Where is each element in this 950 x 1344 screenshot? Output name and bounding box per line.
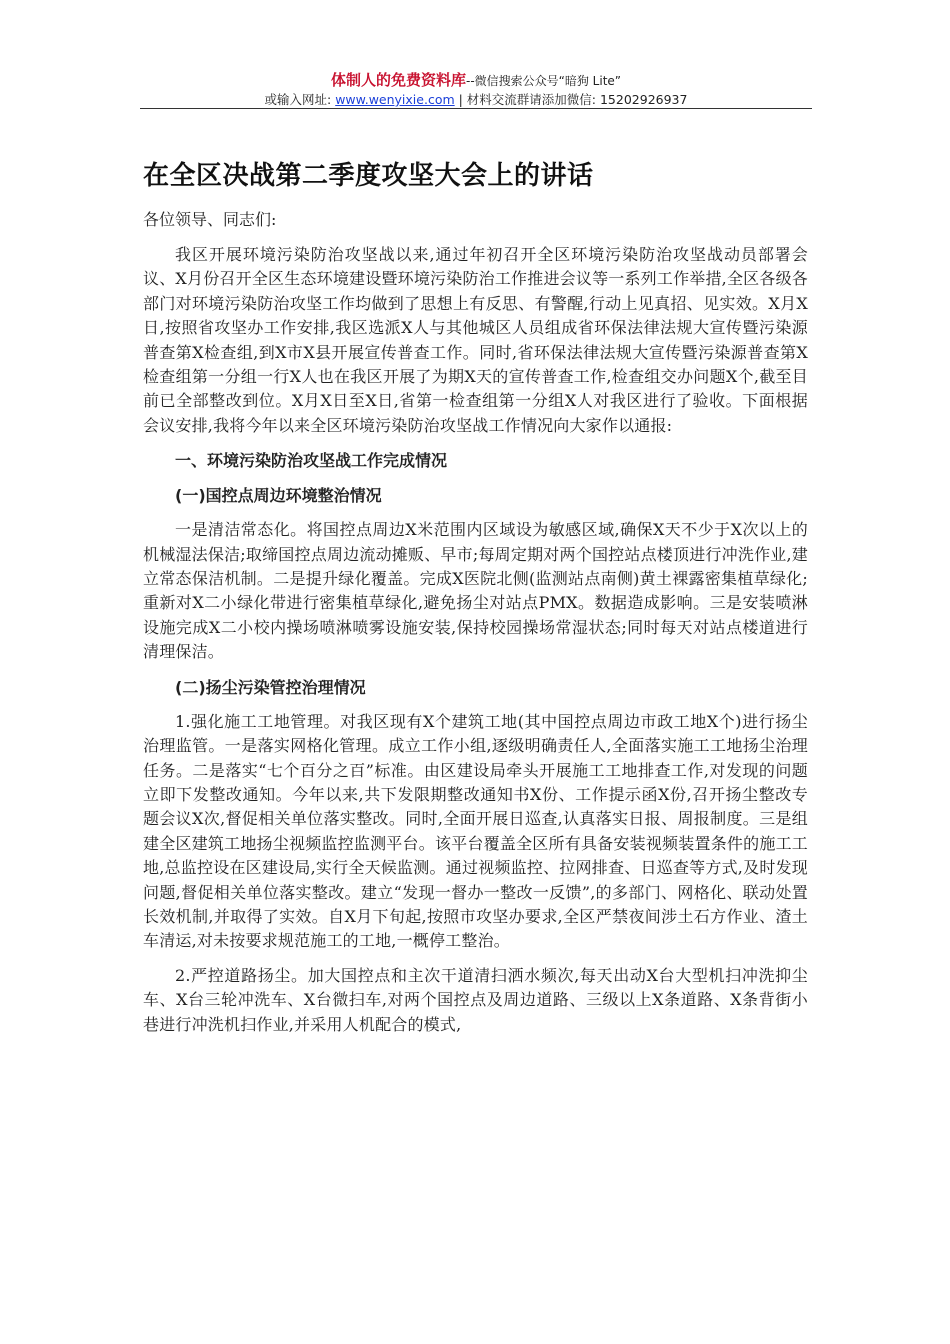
subsection-2-paragraph-1: 1.强化施工工地管理。对我区现有X个建筑工地(其中国控点周边市政工地X个)进行扬尘治理监管。一是落实网格化管理。成立工作小组,逐级明确责任人,全面落实施工工地扬尘治理任务。二是落实“七个百分之百”标准。由区建设局牵头开展施工工地排查工作,对发现的问题立即下发整改通知。今年以来,共下发限期整改通知书X份、工作提示函X份,召开扬尘整改专题会议X次,督促相关单位落实整改。同时,全面开展日巡查,认真落实日报、周报制度。三是组建全区建筑工地扬尘视频监控监测平台。该平台覆盖全区所有具备安装视频装置条件的施工工地,总监控设在区建设局,实行全天候监测。通过视频监控、拉网排查、日巡查等方式,及时发现问题,督促相关单位落实整改。建立“发现一督办一整改一反馈”,的多部门、网格化、联动处置长效机制,并取得了实效。自X月下旬起,按照市攻坚办要求,全区严禁夜间涉土石方作业、渣土车清运,对未按要求规范施工的工地,一概停工整治。 <box>143 711 808 951</box>
subsection-1-paragraph: 一是清洁常态化。将国控点周边X米范围内区域设为敏感区域,确保X天不少于X次以上的机械湿法保洁;取缔国控点周边流动摊贩、早市;每周定期对两个国控站点楼顶进行冲洗作业,建立常态保洁机制。二是提升绿化覆盖。完成X医院北侧(监测站点南侧)黄土裸露密集植草绿化;重新对X二小绿化带进行密集植草绿化,避免扬尘对站点PMX。数据造成影响。三是安装喷淋设施完成X二小校内操场喷淋喷雾设施安装,保持校园操场常湿状态;同时每天对站点楼道进行清理保洁。 <box>143 520 808 662</box>
subsection-1-heading: (一)国控点周边环境整治情况 <box>175 486 382 506</box>
website-link[interactable]: www.wenyixie.com <box>335 92 455 107</box>
document-title: 在全区决战第二季度攻坚大会上的讲话 <box>143 161 594 191</box>
greeting: 各位领导、同志们: <box>143 210 277 229</box>
header-divider <box>140 108 812 109</box>
document-body <box>143 207 808 1047</box>
header-line-2 <box>140 91 812 109</box>
section-1-heading: 一、环境污染防治攻坚战工作完成情况 <box>175 451 448 471</box>
website-prefix: 或输入网址: <box>264 92 336 107</box>
wechat-hint: --微信搜索公众号“暗狗 Lite” <box>465 74 622 88</box>
intro-paragraph: 我区开展环境污染防治攻坚战以来,通过年初召开全区环境污染防治攻坚战动员部署会议、X月份召开全区生态环境建设暨环境污染防治工作推进会议等一系列工作举措,全区各级各部门对环境污染防治攻坚工作均做到了思想上有反思、有警醒,行动上见真招、见实效。X月X日,按照省攻坚办工作安排,我区选派X人与其他城区人员组成省环保法律法规大宣传暨污染源普查第X检查组,到X市X县开展宣传普查工作。同时,省环保法律法规大宣传暨污染源普查第X检查组第一分组一行X人也在我区开展了为期X天的宣传普查工作,检查组交办问题X个,截至目前已全部整改到位。X月X日至X日,省第一检查组第一分组X人对我区进行了验收。下面根据会议安排,我将今年以来全区环境污染防治攻坚战工作情况向大家作以通报: <box>143 245 808 435</box>
header-line-1 <box>140 70 812 91</box>
brand-name: 体制人的免费资料库 <box>330 71 466 89</box>
page-header <box>140 70 812 109</box>
subsection-2-paragraph-2: 2.严控道路扬尘。加大国控点和主次干道清扫洒水频次,每天出动X台大型机扫冲洗抑尘车、X台三轮冲洗车、X台微扫车,对两个国控点及周边道路、三级以上X条道路、X条背街小巷进行冲洗机扫作业,并采用人机配合的模式, <box>143 965 808 1034</box>
contact-text: | 材料交流群请添加微信: 15202926937 <box>454 92 688 107</box>
subsection-2-heading: (二)扬尘污染管控治理情况 <box>175 677 366 697</box>
